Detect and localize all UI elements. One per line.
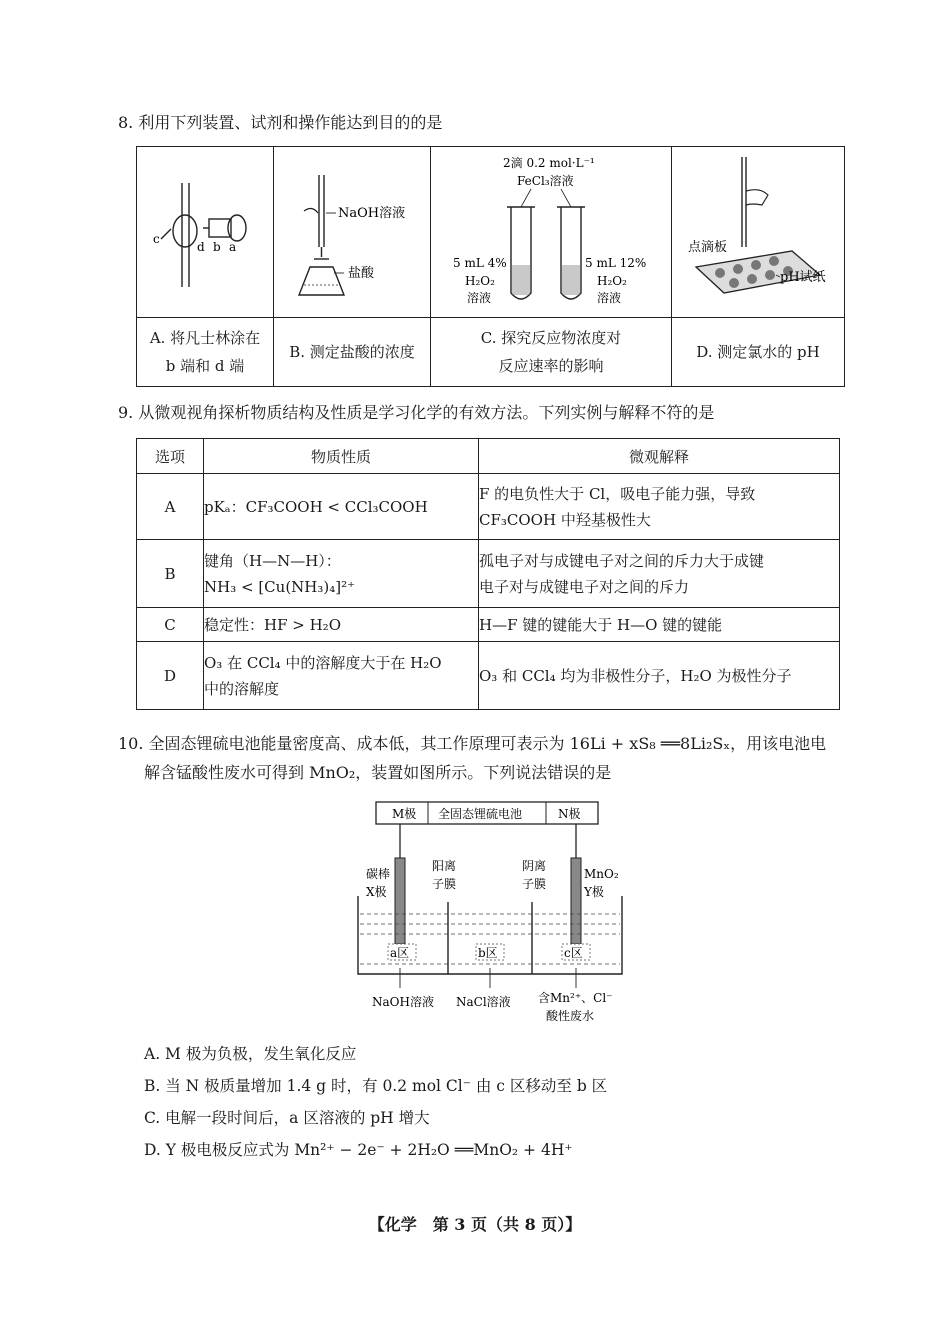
label-h2o2-right: H₂O₂ <box>597 274 627 288</box>
q9-row-b-property <box>204 540 479 608</box>
electrolysis-diagram <box>340 796 640 1028</box>
label-ph-paper: pH试纸 <box>780 270 826 285</box>
q9-row-c-prop1: 稳定性：HF > H₂O <box>204 615 341 634</box>
table-row <box>137 474 840 540</box>
q9-row-c-explanation <box>479 608 840 642</box>
cation-membrane-label-1: 阳离 <box>432 859 457 873</box>
q10-option-b: B. 当 N 极质量增加 1.4 g 时，有 0.2 mol Cl⁻ 由 c 区移动至 b 区 <box>144 1077 608 1095</box>
q10-option-a: A. M 极为负极，发生氧化反应 <box>144 1045 357 1063</box>
zone-a-label: a区 <box>390 946 410 960</box>
titration-figure <box>274 147 430 317</box>
zone-c-label: c区 <box>564 946 583 960</box>
q9-row-a-explanation <box>479 474 840 540</box>
table-row <box>137 540 840 608</box>
q9-table <box>136 438 840 710</box>
q8-caption-c-line2: 反应速率的影响 <box>498 357 604 375</box>
wastewater-label-1: 含Mn²⁺、Cl⁻ <box>538 991 613 1005</box>
q8-cell-a-figure <box>137 147 274 318</box>
q9-row-b-exp1: 孤电子对与成键电子对之间的斥力大于成键 <box>479 551 765 570</box>
q8-caption-d-line1: D. 测定氯水的 pH <box>696 343 820 361</box>
spot-plate-figure <box>672 147 844 317</box>
q8-caption-c <box>431 318 672 387</box>
q8-cell-d-figure <box>672 147 845 318</box>
q9-row-b-prop1: 键角（H—N—H）： <box>204 551 341 570</box>
q9-row-a-prop1: pKₐ：CF₃COOH < CCl₃COOH <box>204 497 428 516</box>
q9-row-a-exp1: F 的电负性大于 Cl，吸电子能力强，导致 <box>479 484 756 503</box>
q9-row-d-exp1: O₃ 和 CCl₄ 均为非极性分子，H₂O 为极性分子 <box>479 666 792 685</box>
q8-caption-a <box>137 318 274 387</box>
table-row <box>137 608 840 642</box>
q9-row-c-option: C <box>137 608 204 642</box>
q9-row-b-explanation <box>479 540 840 608</box>
q9-row-d-option: D <box>137 642 204 710</box>
q9-row-d-prop1: O₃ 在 CCl₄ 中的溶解度大于在 H₂O <box>204 653 442 672</box>
q8-caption-d <box>672 318 845 387</box>
wastewater-label-2: 酸性废水 <box>546 1009 595 1023</box>
q9-row-a-option: A <box>137 474 204 540</box>
label-4pct: 5 mL 4% <box>453 256 507 270</box>
x-electrode <box>395 858 405 944</box>
label-spot-plate: 点滴板 <box>688 240 728 255</box>
cation-membrane-label-2: 子膜 <box>432 877 457 891</box>
q9-row-b-prop2: NH₃ < [Cu(NH₃)₄]²⁺ <box>204 577 356 596</box>
anion-membrane-label-2: 子膜 <box>522 877 547 891</box>
q9-row-a-exp2: CF₃COOH 中羟基极性大 <box>479 510 651 529</box>
q10-title-line2: 解含锰酸性废水可得到 MnO₂，装置如图所示。下列说法错误的是 <box>144 763 612 782</box>
label-fecl3: FeCl₃溶液 <box>517 174 574 188</box>
q9-row-c-property <box>204 608 479 642</box>
page-footer: 【化学 第 3 页（共 8 页）】 <box>368 1215 582 1234</box>
label-drops: 2滴 0.2 mol·L⁻¹ <box>503 156 595 170</box>
q8-caption-b <box>274 318 431 387</box>
q8-caption-a-line2: b 端和 d 端 <box>165 357 245 375</box>
nacl-solution-label: NaCl溶液 <box>456 995 511 1009</box>
test-tubes-figure <box>431 147 671 317</box>
q9-header-option: 选项 <box>137 439 204 474</box>
m-pole-label: M极 <box>392 807 417 821</box>
stopcock-figure <box>137 147 273 317</box>
label-c: c <box>153 232 160 246</box>
label-sol-left: 溶液 <box>467 291 492 305</box>
battery-label: 全固态锂硫电池 <box>438 807 523 821</box>
q9-row-c-exp1: H—F 键的键能大于 H—O 键的键能 <box>479 615 723 634</box>
q10-title-line1: 10. 全固态锂硫电池能量密度高、成本低，其工作原理可表示为 16Li + xS₈ ══8Li₂Sₓ，用该电池电 <box>118 734 827 753</box>
x-pole-label: X极 <box>366 885 387 899</box>
label-hcl: 盐酸 <box>348 266 375 281</box>
q9-row-d-prop2: 中的溶解度 <box>204 679 280 698</box>
q9-header-explanation: 微观解释 <box>479 439 840 474</box>
q9-header-property: 物质性质 <box>204 439 479 474</box>
table-row <box>137 642 840 710</box>
anion-membrane-label-1: 阴离 <box>522 859 547 873</box>
label-naoh: NaOH溶液 <box>338 206 406 221</box>
zone-b-label: b区 <box>478 946 498 960</box>
y-electrode <box>571 858 581 944</box>
label-12pct: 5 mL 12% <box>585 256 647 270</box>
naoh-solution-label: NaOH溶液 <box>372 995 434 1009</box>
q8-cell-b-figure <box>274 147 431 318</box>
y-pole-label: Y极 <box>584 885 604 899</box>
mno2-label: MnO₂ <box>584 867 619 881</box>
q9-row-a-property <box>204 474 479 540</box>
q8-cell-c-figure <box>431 147 672 318</box>
label-b: b <box>213 240 221 254</box>
q9-row-b-option: B <box>137 540 204 608</box>
q10-option-c: C. 电解一段时间后，a 区溶液的 pH 增大 <box>144 1109 430 1127</box>
label-d: d <box>197 240 205 254</box>
q8-caption-b-line1: B. 测定盐酸的浓度 <box>289 343 415 361</box>
q8-caption-a-line1: A. 将凡士林涂在 <box>149 329 261 347</box>
label-a: a <box>229 240 237 254</box>
q9-row-d-property <box>204 642 479 710</box>
q9-row-d-explanation <box>479 642 840 710</box>
q8-title: 8. 利用下列装置、试剂和操作能达到目的的是 <box>118 113 443 132</box>
q9-row-b-exp2: 电子对与成键电子对之间的斥力 <box>479 577 690 596</box>
n-pole-label: N极 <box>558 807 581 821</box>
label-h2o2-left: H₂O₂ <box>465 274 495 288</box>
label-sol-right: 溶液 <box>597 291 622 305</box>
q9-title: 9. 从微观视角探析物质结构及性质是学习化学的有效方法。下列实例与解释不符的是 <box>118 403 715 422</box>
q8-table <box>136 146 845 387</box>
carbon-rod-label: 碳棒 <box>366 867 391 881</box>
q8-caption-c-line1: C. 探究反应物浓度对 <box>480 329 622 347</box>
q10-option-d: D. Y 极电极反应式为 Mn²⁺ − 2e⁻ + 2H₂O ══MnO₂ + 4H⁺ <box>144 1141 573 1159</box>
